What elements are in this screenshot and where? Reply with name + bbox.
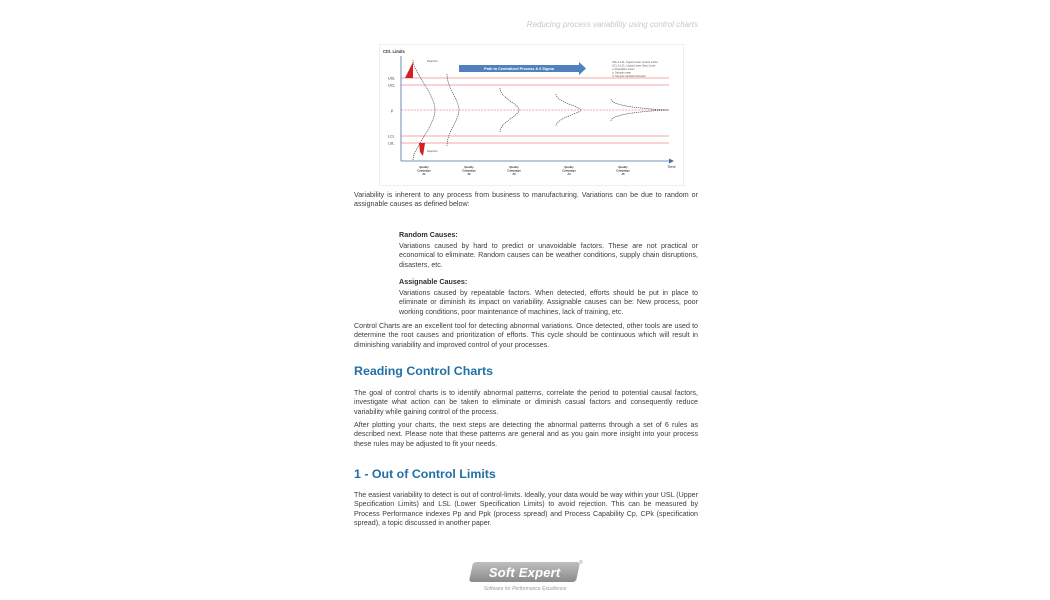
rejection-label-upper: Rejection bbox=[427, 60, 438, 63]
legend-entry: UCL & LCL: Upper/Lower Spec Limits bbox=[612, 64, 656, 68]
control-charts-paragraph: Control Charts are an excellent tool for detecting abnormal variations. Once detected, other tools are used to determine the root causes and prioritization of efforts. This cycle should be continuous which will result in diminishing variability and improved control of your processes. bbox=[354, 322, 698, 349]
reading-paragraph-1: The goal of control charts is to identify abnormal patterns, correlate the period to potential causal factors, investigate what action can be taken to eliminate or diminish casual factors and consequently reduce variability while gaining control of the process. bbox=[354, 389, 698, 416]
control-chart-figure bbox=[379, 44, 684, 186]
rejection-label-lower: Rejection bbox=[427, 150, 438, 153]
logo-tagline: Software for Performance Excellence bbox=[483, 586, 567, 592]
x-axis-label: Time bbox=[667, 164, 676, 169]
softexpert-logo bbox=[469, 562, 580, 582]
campaign-label: #1 bbox=[422, 172, 426, 176]
mean-label: µ bbox=[391, 108, 394, 113]
legend-entry: µ: Population mean bbox=[612, 68, 635, 71]
section-heading-reading-control-charts: Reading Control Charts bbox=[354, 364, 494, 378]
campaign-label: Quality bbox=[618, 165, 628, 169]
reading-paragraph-2: After plotting your charts, the next steps are detecting the abnormal patterns through a set of 6 rules as described next. Please note that these patterns are general and as you gain more insight into your process these rules may be adjusted to fit your needs. bbox=[354, 421, 698, 448]
legend-entry: S: Sample standard deviation bbox=[612, 75, 646, 78]
intro-paragraph: Variability is inherent to any process from business to manufacturing. Variations can be due to random or assignable causes as defined below: bbox=[354, 191, 698, 209]
campaign-label: Campaign bbox=[562, 168, 576, 173]
path-arrow-label: Path to Centralized Process & 6 Sigma bbox=[484, 67, 554, 72]
campaign-label: #4 bbox=[567, 172, 571, 176]
campaign-label: Quality bbox=[464, 165, 474, 169]
lsl-label: LSL bbox=[388, 141, 395, 146]
out-of-control-paragraph: The easiest variability to detect is out of control-limits. Ideally, your data would be way within your USL (Upper Specification Limits) and LSL (Lower Specification Limits) to avoid rejection. This can be measured by Process Performance indexes Pp and Ppk (process spread) and Process Capability Cp, CPk (specification spread), a topic discussed in another paper. bbox=[354, 491, 698, 528]
campaign-label: Campaign bbox=[616, 168, 630, 173]
usl-label: USL bbox=[388, 76, 395, 81]
legend-entry: σ: Sample mean bbox=[612, 71, 632, 75]
campaign-label: Campaign bbox=[417, 168, 431, 173]
logo-text: Soft Expert bbox=[488, 564, 561, 580]
campaign-label: Quality bbox=[509, 165, 519, 169]
section-heading-out-of-control-limits: 1 - Out of Control Limits bbox=[354, 467, 496, 481]
campaign-label: Quality bbox=[419, 165, 429, 169]
registered-mark: ® bbox=[579, 560, 583, 566]
campaign-label: #2 bbox=[467, 172, 471, 176]
assignable-causes-text: Variations caused by repeatable factors. When detected, efforts should be put in place to eliminate or diminish its impact on variability. Assignable causes can be: New process, poor working conditions, poor maintenance of machines, lack of training, etc. bbox=[399, 289, 698, 316]
lcl-label: LCL bbox=[388, 134, 395, 139]
random-causes-text: Variations caused by hard to predict or unavoidable factors. These are not practical or economical to eliminate. Random causes can be weather conditions, supply chain disruptions, disasters, etc. bbox=[399, 242, 698, 269]
running-header: Reducing process variability using control charts bbox=[526, 20, 698, 29]
campaign-label: Campaign bbox=[507, 168, 521, 173]
assignable-causes-heading: Assignable Causes: bbox=[399, 277, 468, 286]
campaign-label: Quality bbox=[564, 165, 574, 169]
campaign-label: Campaign bbox=[462, 168, 476, 173]
random-causes-heading: Random Causes: bbox=[399, 230, 458, 239]
legend-entry: USL & LSL: Upper/Lower Control Limits bbox=[612, 61, 658, 64]
control-chart-svg bbox=[379, 44, 684, 186]
campaign-label: #3 bbox=[512, 172, 516, 176]
campaign-label: #5 bbox=[621, 172, 625, 176]
y-axis-label: Ctrl. Limits bbox=[383, 49, 405, 54]
ucl-label: UCL bbox=[388, 83, 396, 88]
